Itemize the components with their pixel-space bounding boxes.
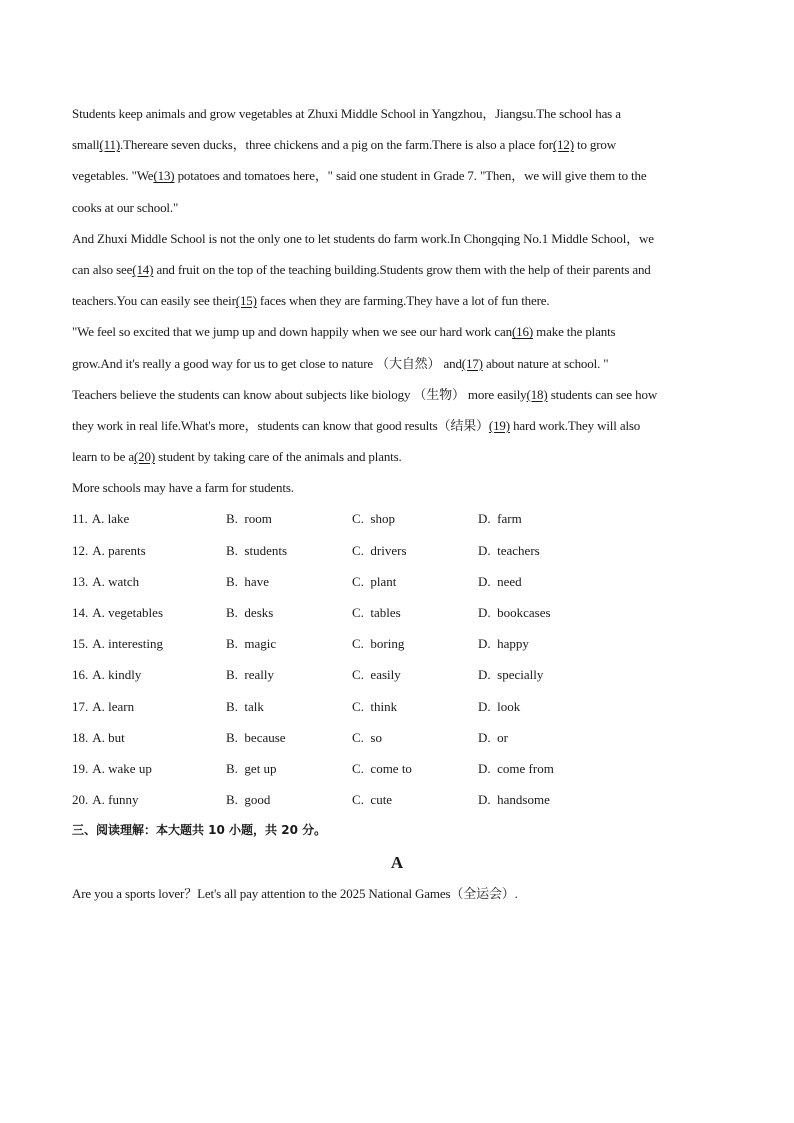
option-a — [72, 628, 163, 659]
option-a-text: A. parents — [92, 542, 146, 558]
question-row — [72, 659, 726, 690]
option-d: D. happy — [478, 636, 529, 652]
option-a-text: A. lake — [91, 511, 130, 527]
option-a — [72, 503, 129, 534]
passage-line — [72, 472, 726, 503]
passage-text: about nature at school. " — [482, 355, 609, 371]
passage-line — [72, 441, 726, 472]
question-row — [72, 535, 726, 566]
question-row — [72, 753, 726, 784]
passage-text: hard work.They will also — [509, 417, 641, 433]
question-row — [72, 566, 726, 597]
blank-number: (14) — [132, 261, 154, 277]
option-b: B. get up — [226, 760, 277, 776]
reading-intro: Are you a sports lover？Let's all pay attention to the 2025 National Games（全运会）. — [72, 885, 518, 901]
passage-text: grow.And it's really a good way for us to get close to nature （大自然） and — [72, 355, 462, 371]
option-c: C. cute — [352, 792, 393, 808]
option-a — [72, 691, 134, 722]
option-b: B. good — [226, 792, 271, 808]
question-row — [72, 628, 726, 659]
passage-text: More schools may have a farm for students. — [72, 480, 294, 496]
option-d: D. come from — [478, 760, 554, 776]
blank-number: (18) — [526, 386, 548, 402]
passage-text: And Zhuxi Middle School is not the only one to let students do farm work.In Chongqing No.1 Middle School，we — [72, 230, 654, 246]
blank-number: (11) — [99, 137, 120, 153]
question-number: 11. — [72, 511, 88, 527]
option-d: D. farm — [478, 511, 522, 527]
passage-text: teachers.You can easily see their — [72, 293, 236, 309]
blank-number: (15) — [235, 293, 257, 309]
option-d: D. specially — [478, 667, 544, 683]
passage-text: can also see — [72, 261, 133, 277]
passage-line — [72, 160, 726, 191]
option-a — [72, 566, 139, 597]
option-d: D. look — [478, 698, 521, 714]
passage-text: vegetables. "We — [72, 168, 154, 184]
option-b: B. because — [226, 729, 286, 745]
option-c: C. tables — [352, 605, 401, 620]
question-number: 18. — [72, 729, 89, 745]
option-a-text: A. kindly — [92, 667, 142, 683]
question-number: 17. — [72, 698, 89, 714]
option-c: C. boring — [352, 636, 405, 652]
passage-text: "We feel so excited that we jump up and down happily when we see our hard work can — [72, 324, 512, 340]
passage-text: small — [72, 137, 100, 153]
option-c: C. plant — [352, 573, 397, 589]
question-row — [72, 691, 726, 722]
option-b: B. talk — [226, 698, 264, 714]
blank-number: (20) — [133, 449, 155, 465]
passage-text: Teachers believe the students can know about subjects like biology （生物） more easily — [72, 386, 527, 402]
option-c: C. come to — [352, 760, 412, 776]
question-row — [72, 597, 726, 628]
blank-number: (13) — [153, 168, 175, 184]
option-a — [72, 597, 163, 628]
option-c: C. easily — [352, 667, 401, 683]
passage-line — [72, 254, 726, 285]
passage-line — [72, 316, 726, 347]
passage-line — [72, 348, 726, 379]
question-number: 12. — [72, 542, 89, 558]
blank-number: (17) — [461, 355, 483, 371]
cloze-passage — [72, 98, 726, 503]
passage-text: students can see how — [547, 386, 658, 402]
option-a-text: A. wake up — [92, 760, 152, 776]
question-number: 19. — [72, 760, 89, 776]
blank-number: (16) — [511, 324, 534, 340]
option-d: D. teachers — [478, 542, 540, 558]
question-row — [72, 503, 726, 534]
passage-text: to grow — [573, 137, 617, 153]
passage-line — [72, 223, 726, 254]
passage-label: A — [390, 852, 404, 872]
passage-text: .Thereare seven ducks，three chickens and a pig on the farm.There is also a place for — [120, 137, 553, 153]
passage-text: they work in real life.What's more，students can know that good results（结果） — [72, 417, 489, 433]
option-a-text: A. but — [92, 729, 125, 745]
option-d: D. handsome — [478, 792, 550, 808]
option-c: C. so — [352, 729, 382, 745]
option-d: D. bookcases — [478, 605, 551, 620]
option-a-text: A. watch — [92, 573, 140, 589]
blank-number: (12) — [552, 137, 574, 153]
option-d: D. or — [478, 729, 508, 745]
option-d: D. need — [478, 573, 522, 589]
option-a — [72, 784, 138, 815]
option-c: C. think — [352, 698, 398, 714]
passage-text: faces when they are farming.They have a lot of fun there. — [256, 293, 550, 309]
passage-line — [72, 285, 726, 316]
option-a-text: A. funny — [92, 792, 139, 808]
passage-line — [72, 98, 726, 129]
passage-text: make the plants — [533, 324, 616, 340]
passage-text: and fruit on the top of the teaching building.Students grow them with the help of their parents and — [153, 261, 651, 277]
option-c: C. shop — [352, 511, 395, 527]
question-number: 13. — [72, 573, 89, 589]
question-row — [72, 784, 726, 815]
question-list — [72, 503, 726, 815]
passage-line — [72, 192, 726, 223]
option-a-text: A. learn — [92, 698, 135, 714]
question-number: 15. — [72, 636, 89, 652]
passage-text: student by taking care of the animals and plants. — [155, 449, 402, 465]
passage-line — [72, 410, 726, 441]
passage-line — [72, 379, 726, 410]
question-number: 14. — [72, 605, 89, 620]
passage-text: learn to be a — [72, 449, 134, 465]
question-number: 20. — [72, 792, 89, 808]
passage-line — [72, 129, 726, 160]
option-b: B. really — [226, 667, 275, 683]
option-b: B. have — [226, 573, 269, 589]
section-heading: 三、阅读理解：本大题共 10 小题，共 20 分。 — [72, 823, 327, 838]
option-a-text: A. interesting — [92, 636, 164, 652]
option-b: B. magic — [226, 636, 277, 652]
option-b: B. desks — [226, 605, 274, 620]
question-number: 16. — [72, 667, 89, 683]
option-c: C. drivers — [352, 542, 407, 558]
option-b: B. students — [226, 542, 288, 558]
passage-text: cooks at our school." — [72, 199, 179, 215]
passage-text: potatoes and tomatoes here，" said one student in Grade 7. "Then，we will give them to the — [174, 168, 647, 184]
option-a — [72, 753, 152, 784]
option-a — [72, 659, 141, 690]
blank-number: (19) — [488, 417, 510, 433]
option-a-text: A. vegetables — [92, 605, 164, 620]
passage-text: Students keep animals and grow vegetables at Zhuxi Middle School in Yangzhou，Jiangsu.The school has a — [72, 106, 621, 121]
option-a — [72, 722, 125, 753]
document-page — [72, 98, 726, 909]
option-a — [72, 535, 146, 566]
question-row — [72, 722, 726, 753]
option-b: B. room — [226, 511, 272, 527]
